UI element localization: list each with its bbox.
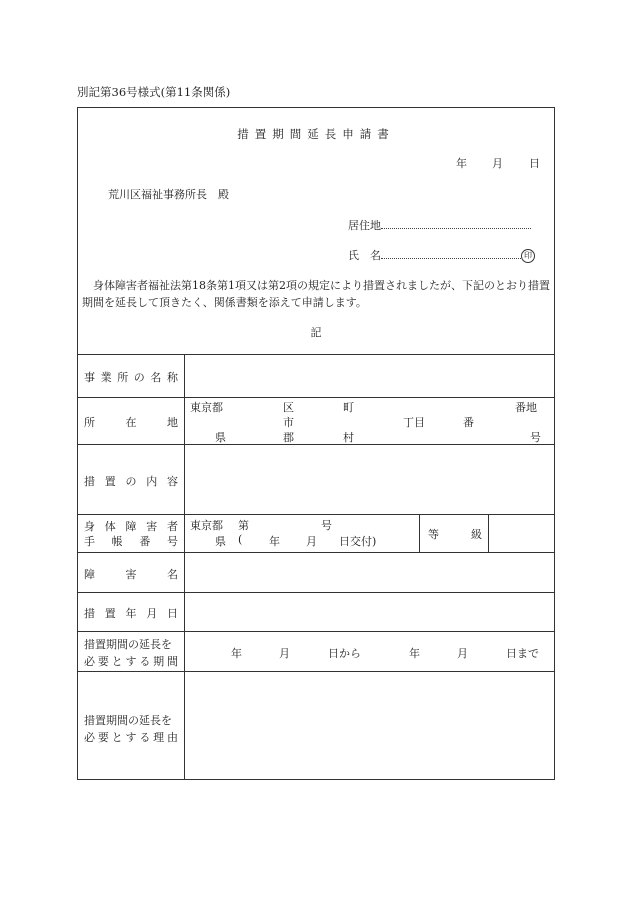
period-label-line2: 必要とする期間 [84,655,178,668]
form-title: 措置期間延長申請書 [237,127,395,141]
handbook-label-line2: 手帳番号 [84,535,178,548]
name-dotted-line [381,248,521,259]
location-label: 所在地 [84,416,178,429]
location-ban: 番 [463,416,474,429]
disability-cell[interactable] [185,553,554,591]
handbook-month: 月 [306,535,317,548]
location-ku: 区 [283,401,294,414]
address-dotted-line [381,218,531,229]
location-gun: 郡 [283,431,294,444]
reason-cell[interactable] [185,672,554,779]
location-mura: 村 [343,431,354,444]
location-ken: 県 [215,431,226,444]
facility-name-cell[interactable] [185,355,554,396]
name-field[interactable] [348,247,535,263]
address-field[interactable] [348,217,531,233]
date-day-label: 日 [529,157,540,170]
location-shi: 市 [283,416,294,429]
application-statement: 身体障害者福祉法第18条第1項又は第2項の規定により措置されましたが、下記のとおり措置期間を延長して頂きたく、関係書類を添えて申請します。 [82,279,550,309]
handbook-tokyo: 東京都 [190,519,223,532]
handbook-go: 号 [321,519,332,532]
handbook-paren: ( [238,533,243,546]
ki-heading: 記 [310,326,322,339]
location-machi: 町 [343,401,354,414]
measure-content-label: 措置の内容 [84,475,178,488]
handbook-divider [419,514,420,552]
handbook-issued: 日交付) [339,535,377,548]
date-month-label: 月 [492,157,503,170]
period-year1: 年 [231,647,242,660]
disability-label: 障害名 [84,568,178,581]
handbook-ken: 県 [215,535,226,548]
location-chome: 丁目 [403,416,425,429]
row-divider [78,514,554,515]
handbook-dai: 第 [238,519,249,532]
form-number: 別記第36号様式(第11条関係) [77,85,231,99]
measure-content-cell[interactable] [185,445,554,513]
handbook-year: 年 [269,535,280,548]
period-until: 日まで [506,647,539,660]
reason-label-line1: 措置期間の延長を [84,714,172,727]
grade-value-cell[interactable] [489,515,554,551]
period-month1: 月 [279,647,290,660]
period-month2: 月 [457,647,468,660]
date-year-label: 年 [456,157,467,170]
location-go: 号 [530,431,541,444]
location-banchi: 番地 [515,401,537,414]
address-label: 居住地 [348,219,381,232]
measure-date-cell[interactable] [185,593,554,630]
grade-label: 等 級 [428,528,482,541]
name-label: 氏 名 [348,249,381,262]
seal-icon: 印 [521,249,535,263]
period-from: 日から [328,647,361,660]
location-tokyo: 東京都 [190,401,223,414]
addressee: 荒川区福祉事務所長 殿 [108,188,229,201]
period-year2: 年 [409,647,420,660]
measure-date-label: 措置年月日 [84,607,178,620]
reason-label-line2: 必要とする理由 [84,731,178,744]
facility-name-label: 事業所の名称 [84,371,178,384]
row-divider [78,397,554,398]
period-label-line1: 措置期間の延長を [84,638,172,651]
application-form [77,107,555,780]
handbook-label-line1: 身体障害者 [84,520,178,533]
row-divider [78,631,554,632]
